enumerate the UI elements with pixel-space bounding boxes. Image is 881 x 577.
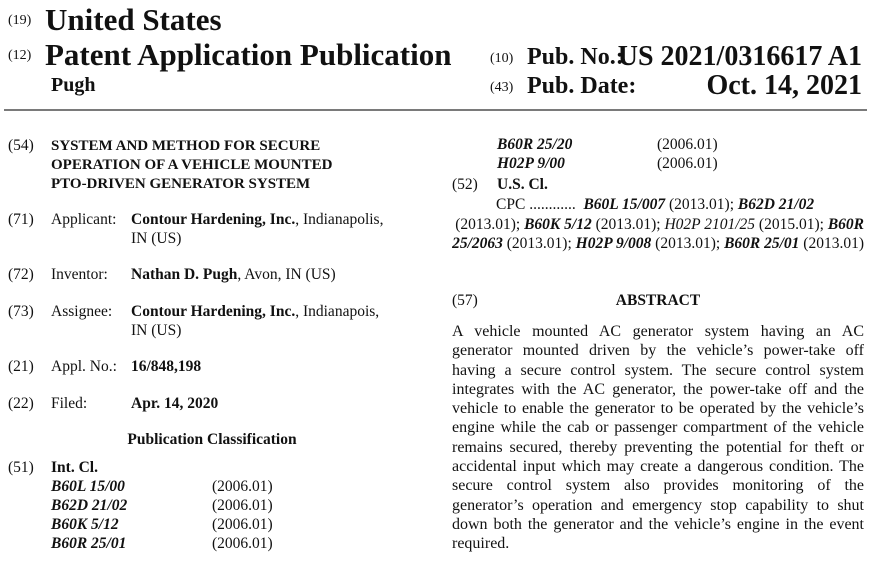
- cpc-version: (2013.01): [595, 215, 657, 233]
- int-cl-version: (2006.01): [212, 516, 273, 533]
- publication-classification-heading: Publication Classification: [127, 431, 297, 448]
- cpc-label: CPC: [496, 196, 526, 213]
- assignee-location-2: IN (US): [131, 322, 182, 339]
- inventor-code: (72): [8, 266, 34, 283]
- int-cl-version: (2006.01): [212, 497, 273, 514]
- cpc-dots: ............: [529, 196, 576, 213]
- cpc-class: B62D 21/02: [737, 196, 815, 213]
- filed-value: Apr. 14, 2020: [131, 395, 219, 412]
- pub-no-label: Pub. No.:: [527, 44, 624, 70]
- pub-date-label: Pub. Date:: [527, 73, 637, 99]
- inventor-location: , Avon, IN (US): [237, 266, 336, 283]
- cpc-version: (2013.01): [655, 235, 716, 252]
- title-code: (54): [8, 137, 34, 154]
- cpc-version: (2013.01): [506, 235, 568, 252]
- abstract-heading: ABSTRACT: [615, 292, 701, 309]
- header-divider: [4, 109, 867, 111]
- filed-label: Filed:: [51, 395, 88, 412]
- int-cl-code: (51): [8, 459, 34, 476]
- country: United States: [45, 2, 222, 37]
- assignee-code: (73): [8, 303, 34, 320]
- cpc-class: B60K 5/12: [524, 215, 592, 233]
- inventor-name: Nathan D. Pugh: [131, 266, 238, 283]
- title-line: PTO-DRIVEN GENERATOR SYSTEM: [51, 176, 311, 192]
- cpc-class: H02P 2101/25: [664, 215, 756, 233]
- cpc-version: (2015.01): [758, 215, 820, 233]
- appl-no-value: 16/848,198: [131, 358, 202, 375]
- int-cl-class: B60R 25/20: [497, 136, 573, 153]
- us-cl-code: (52): [452, 176, 478, 193]
- cpc-class: H02P 9/008: [575, 235, 652, 252]
- title-line: OPERATION OF A VEHICLE MOUNTED: [51, 157, 333, 173]
- cpc-version: (2013.01): [455, 215, 516, 233]
- country-code: (19): [8, 13, 32, 28]
- appl-no-code: (21): [8, 358, 34, 375]
- cpc-class: B60L 15/007: [583, 196, 666, 213]
- int-cl-version: (2006.01): [657, 155, 718, 172]
- int-cl-class: B60L 15/00: [51, 478, 125, 495]
- assignee-label: Assignee:: [51, 303, 113, 320]
- int-cl-class: H02P 9/00: [497, 155, 565, 172]
- int-cl-class: B60R 25/01: [51, 535, 127, 552]
- assignee-location: , Indianapois,: [295, 303, 380, 320]
- cpc-version: (2013.01): [803, 235, 864, 252]
- applicant-location-2: IN (US): [131, 230, 182, 247]
- applicant-name: Contour Hardening, Inc.: [131, 211, 296, 228]
- appl-no-label: Appl. No.:: [51, 358, 117, 375]
- int-cl-label: Int. Cl.: [51, 459, 98, 476]
- pub-date-value: Oct. 14, 2021: [706, 70, 862, 101]
- assignee-name: Contour Hardening, Inc.: [131, 303, 296, 320]
- applicant-label: Applicant:: [51, 211, 117, 228]
- publication-type-code: (12): [8, 48, 32, 63]
- pub-no-value: US 2021/0316617 A1: [617, 41, 862, 72]
- inventor-surname: Pugh: [51, 74, 96, 96]
- pub-date-code: (43): [490, 80, 514, 95]
- applicant-code: (71): [8, 211, 34, 228]
- invention-title: [51, 137, 332, 194]
- int-cl-class: B62D 21/02: [51, 497, 128, 514]
- title-line: SYSTEM AND METHOD FOR SECURE: [51, 138, 321, 154]
- cpc-line-1: CPC ............ B60L 15/007 (2013.01); B62D 21/02: [496, 196, 815, 213]
- inventor-label: Inventor:: [51, 266, 108, 283]
- int-cl-version: (2006.01): [657, 136, 718, 153]
- cpc-classifications: CPC ............ B60L 15/007 (2013.01); B62D 21/02 (2013.01); B60K 5/12 (2013.01); H02P 2101/25 (2015.01); B60R 25/2063 (2013.01); H02P 9/008 (2013.01); B60R 25/01 (2013.01): [452, 196, 864, 252]
- assignee-value: [131, 302, 379, 321]
- abstract-code: (57): [452, 292, 478, 309]
- int-cl-version: (2006.01): [212, 478, 273, 495]
- publication-type: Patent Application Publication: [45, 37, 452, 72]
- int-cl-version: (2006.01): [212, 535, 273, 552]
- applicant-value: [131, 210, 383, 229]
- cpc-version: (2013.01): [668, 196, 730, 213]
- int-cl-class: B60K 5/12: [51, 516, 119, 533]
- applicant-location: , Indianapolis,: [295, 211, 384, 228]
- cpc-class: B60R 25/01: [724, 235, 800, 252]
- filed-code: (22): [8, 395, 34, 412]
- inventor-value: [131, 265, 336, 284]
- us-cl-label: U.S. Cl.: [497, 176, 548, 193]
- cpc-class: B60R 25/2063: [452, 215, 864, 252]
- pub-no-code: (10): [490, 51, 514, 66]
- abstract-text: A vehicle mounted AC generator system having an AC generator mounted driven by the vehicle’s power-take off having a secure control system. The secure control system integrates with the AC generator, the power-take off and the vehicle to enable the generator to be operated by the vehicle’s engine while the cab or passenger compartment of the vehicle remains secured, thereby preventing the potential for theft or accidental input which may create a dangerous condition. The secure control system also provides monitoring of the generator’s operation and emergency stop capability to shut down both the generator and the vehicle’s engine in the event required.: [452, 323, 864, 553]
